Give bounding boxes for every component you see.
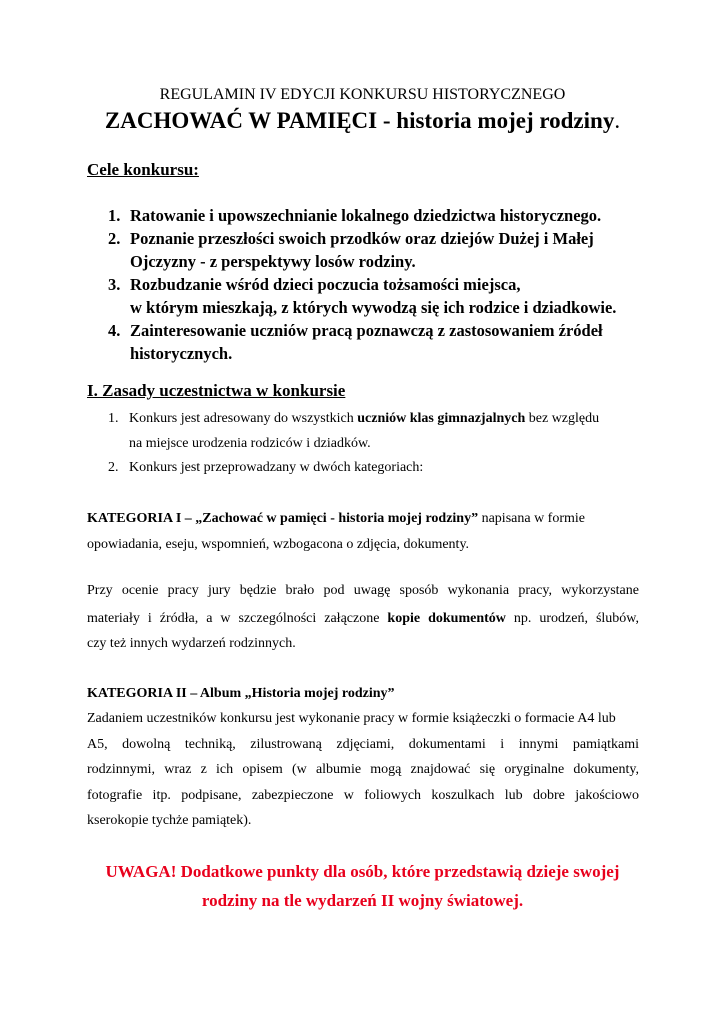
category-2-line-4: fotografie itp. podpisane, zabezpieczone w foliowych koszulkach lub dobre jakościowo bbox=[87, 788, 639, 803]
page-title bbox=[0, 108, 725, 134]
category-2-line-1: Zadaniem uczestników konkursu jest wykonanie pracy w formie książeczki o formacie A4 lub bbox=[87, 711, 616, 726]
category-2-heading: KATEGORIA II – Album „Historia mojej rodziny” bbox=[87, 686, 395, 701]
rule-1-post: bez względu bbox=[525, 411, 600, 426]
category-2-line-5: kserokopie tychże pamiątek). bbox=[87, 813, 252, 828]
category-2-line-2: A5, dowolną techniką, zilustrowaną zdjęciami, dokumentami i innymi pamiątkami bbox=[87, 737, 639, 752]
category-1-line-2: opowiadania, eseju, wspomnień, wzbogacona o zdjęcia, dokumenty. bbox=[87, 537, 470, 552]
rule-1-line-2: na miejsce urodzenia rodziców i dziadków. bbox=[129, 436, 371, 451]
category-1-title: „Zachować w pamięci - historia mojej rodziny” bbox=[195, 511, 479, 526]
rule-2-text: Konkurs jest przeprowadzany w dwóch kategoriach: bbox=[129, 460, 424, 475]
regulation-subtitle: REGULAMIN IV EDYCJI KONKURSU HISTORYCZNEGO bbox=[159, 86, 566, 103]
rule-1-bold: uczniów klas gimnazjalnych bbox=[357, 411, 526, 426]
notice-line-2: rodziny na tle wydarzeń II wojny światowej. bbox=[201, 891, 524, 910]
evaluation-bold: kopie dokumentów bbox=[387, 611, 506, 626]
title-dot: . bbox=[614, 108, 621, 133]
evaluation-line-3: czy też innych wydarzeń rodzinnych. bbox=[87, 636, 296, 651]
goals-heading: Cele konkursu: bbox=[87, 160, 199, 179]
goal-1-line-1: Ratowanie i upowszechnianie lokalnego dziedzictwa historycznego. bbox=[130, 206, 602, 225]
goal-2-line-1: Poznanie przeszłości swoich przodków oraz dziejów Dużej i Małej bbox=[130, 229, 594, 248]
evaluation-line-2 bbox=[87, 611, 639, 627]
rule-1-line-1 bbox=[129, 411, 599, 427]
rules-heading: I. Zasady uczestnictwa w konkursie bbox=[87, 381, 346, 400]
goal-3-line-2: w którym mieszkają, z których wywodzą się ich rodzice i dziadkowie. bbox=[130, 298, 617, 317]
goal-3-line-1: Rozbudzanie wśród dzieci poczucia tożsamości miejsca, bbox=[130, 275, 521, 294]
goal-number-3: 3. bbox=[108, 275, 121, 294]
goal-number-4: 4. bbox=[108, 321, 121, 340]
category-1-label: KATEGORIA I – bbox=[87, 511, 196, 526]
evaluation-post: np. urodzeń, ślubów, bbox=[505, 611, 639, 626]
goal-number-2: 2. bbox=[108, 229, 121, 248]
goal-4-line-1: Zainteresowanie uczniów pracą poznawczą z zastosowaniem źródeł bbox=[130, 321, 603, 340]
notice-line-1: UWAGA! Dodatkowe punkty dla osób, które przedstawią dzieje swojej bbox=[105, 862, 620, 881]
rule-1-pre: Konkurs jest adresowany do wszystkich bbox=[129, 411, 358, 426]
category-1-rest: napisana w formie bbox=[478, 511, 586, 526]
title-main: ZACHOWAĆ W PAMIĘCI - historia mojej rodziny bbox=[104, 108, 615, 133]
evaluation-pre: materiały i źródła, a w szczególności załączone bbox=[87, 611, 388, 626]
goal-2-line-2: Ojczyzny - z perspektywy losów rodziny. bbox=[130, 252, 416, 271]
rule-number-2: 2. bbox=[108, 460, 119, 475]
rule-number-1: 1. bbox=[108, 411, 119, 426]
goal-number-1: 1. bbox=[108, 206, 121, 225]
category-2-line-3: rodzinnymi, wraz z ich opisem (w albumie mogą znajdować się oryginalne dokumenty, bbox=[87, 762, 639, 777]
goal-4-line-2: historycznych. bbox=[130, 344, 233, 363]
category-1-line-1 bbox=[87, 511, 585, 527]
evaluation-line-1: Przy ocenie pracy jury będzie brało pod uwagę sposób wykonania pracy, wykorzystane bbox=[87, 583, 639, 598]
